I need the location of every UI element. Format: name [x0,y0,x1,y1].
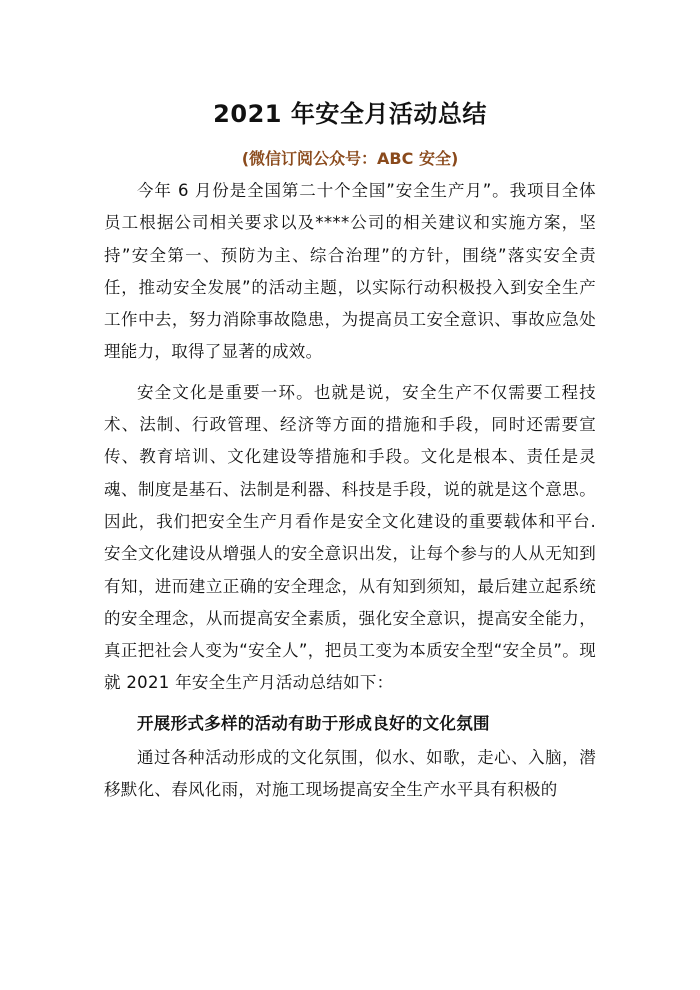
paragraph-activities: 通过各种活动形成的文化氛围，似水、如歌，走心、入脑，潜移默化、春风化雨，对施工现场提高安全生产水平具有积极的 [104,748,596,800]
paragraph-intro: 今年 6 月份是全国第二十个全国”安全生产月”。我项目全体员工根据公司相关要求以及****公司的相关建议和实施方案，坚持”安全第一、预防为主、综合治理”的方针，围绕”落实安全责任，推动安全发展”的活动主题，以实际行动积极投入到安全生产工作中去，努力消除事故隐患，为提高员工安全意识、事故应急处理能力，取得了显著的成效。 [104,181,596,362]
document-subtitle: (微信订阅公众号：ABC 安全) [241,149,459,168]
section-heading: 开展形式多样的活动有助于形成良好的文化氛围 [137,713,490,733]
document-body [104,175,596,807]
document-title: 2021 年安全月活动总结 [213,100,487,128]
paragraph-safety-culture: 安全文化是重要一环。也就是说，安全生产不仅需要工程技术、法制、行政管理、经济等方面的措施和手段，同时还需要宣传、教育培训、文化建设等措施和手段。文化是根本、责任是灵魂、制度是基石、法制是利器、科技是手段，说的就是这个意思。因此，我们把安全生产月看作是安全文化建设的重要载体和平台.安全文化建设从增强人的安全意识出发，让每个参与的人从无知到有知，进而建立正确的安全理念，从有知到须知，最后建立起系统的安全理念，从而提高安全素质，强化安全意识，提高安全能力，真正把社会人变为“安全人”，把员工变为本质安全型“安全员”。现就 2021 年安全生产月活动总结如下： [104,382,596,693]
